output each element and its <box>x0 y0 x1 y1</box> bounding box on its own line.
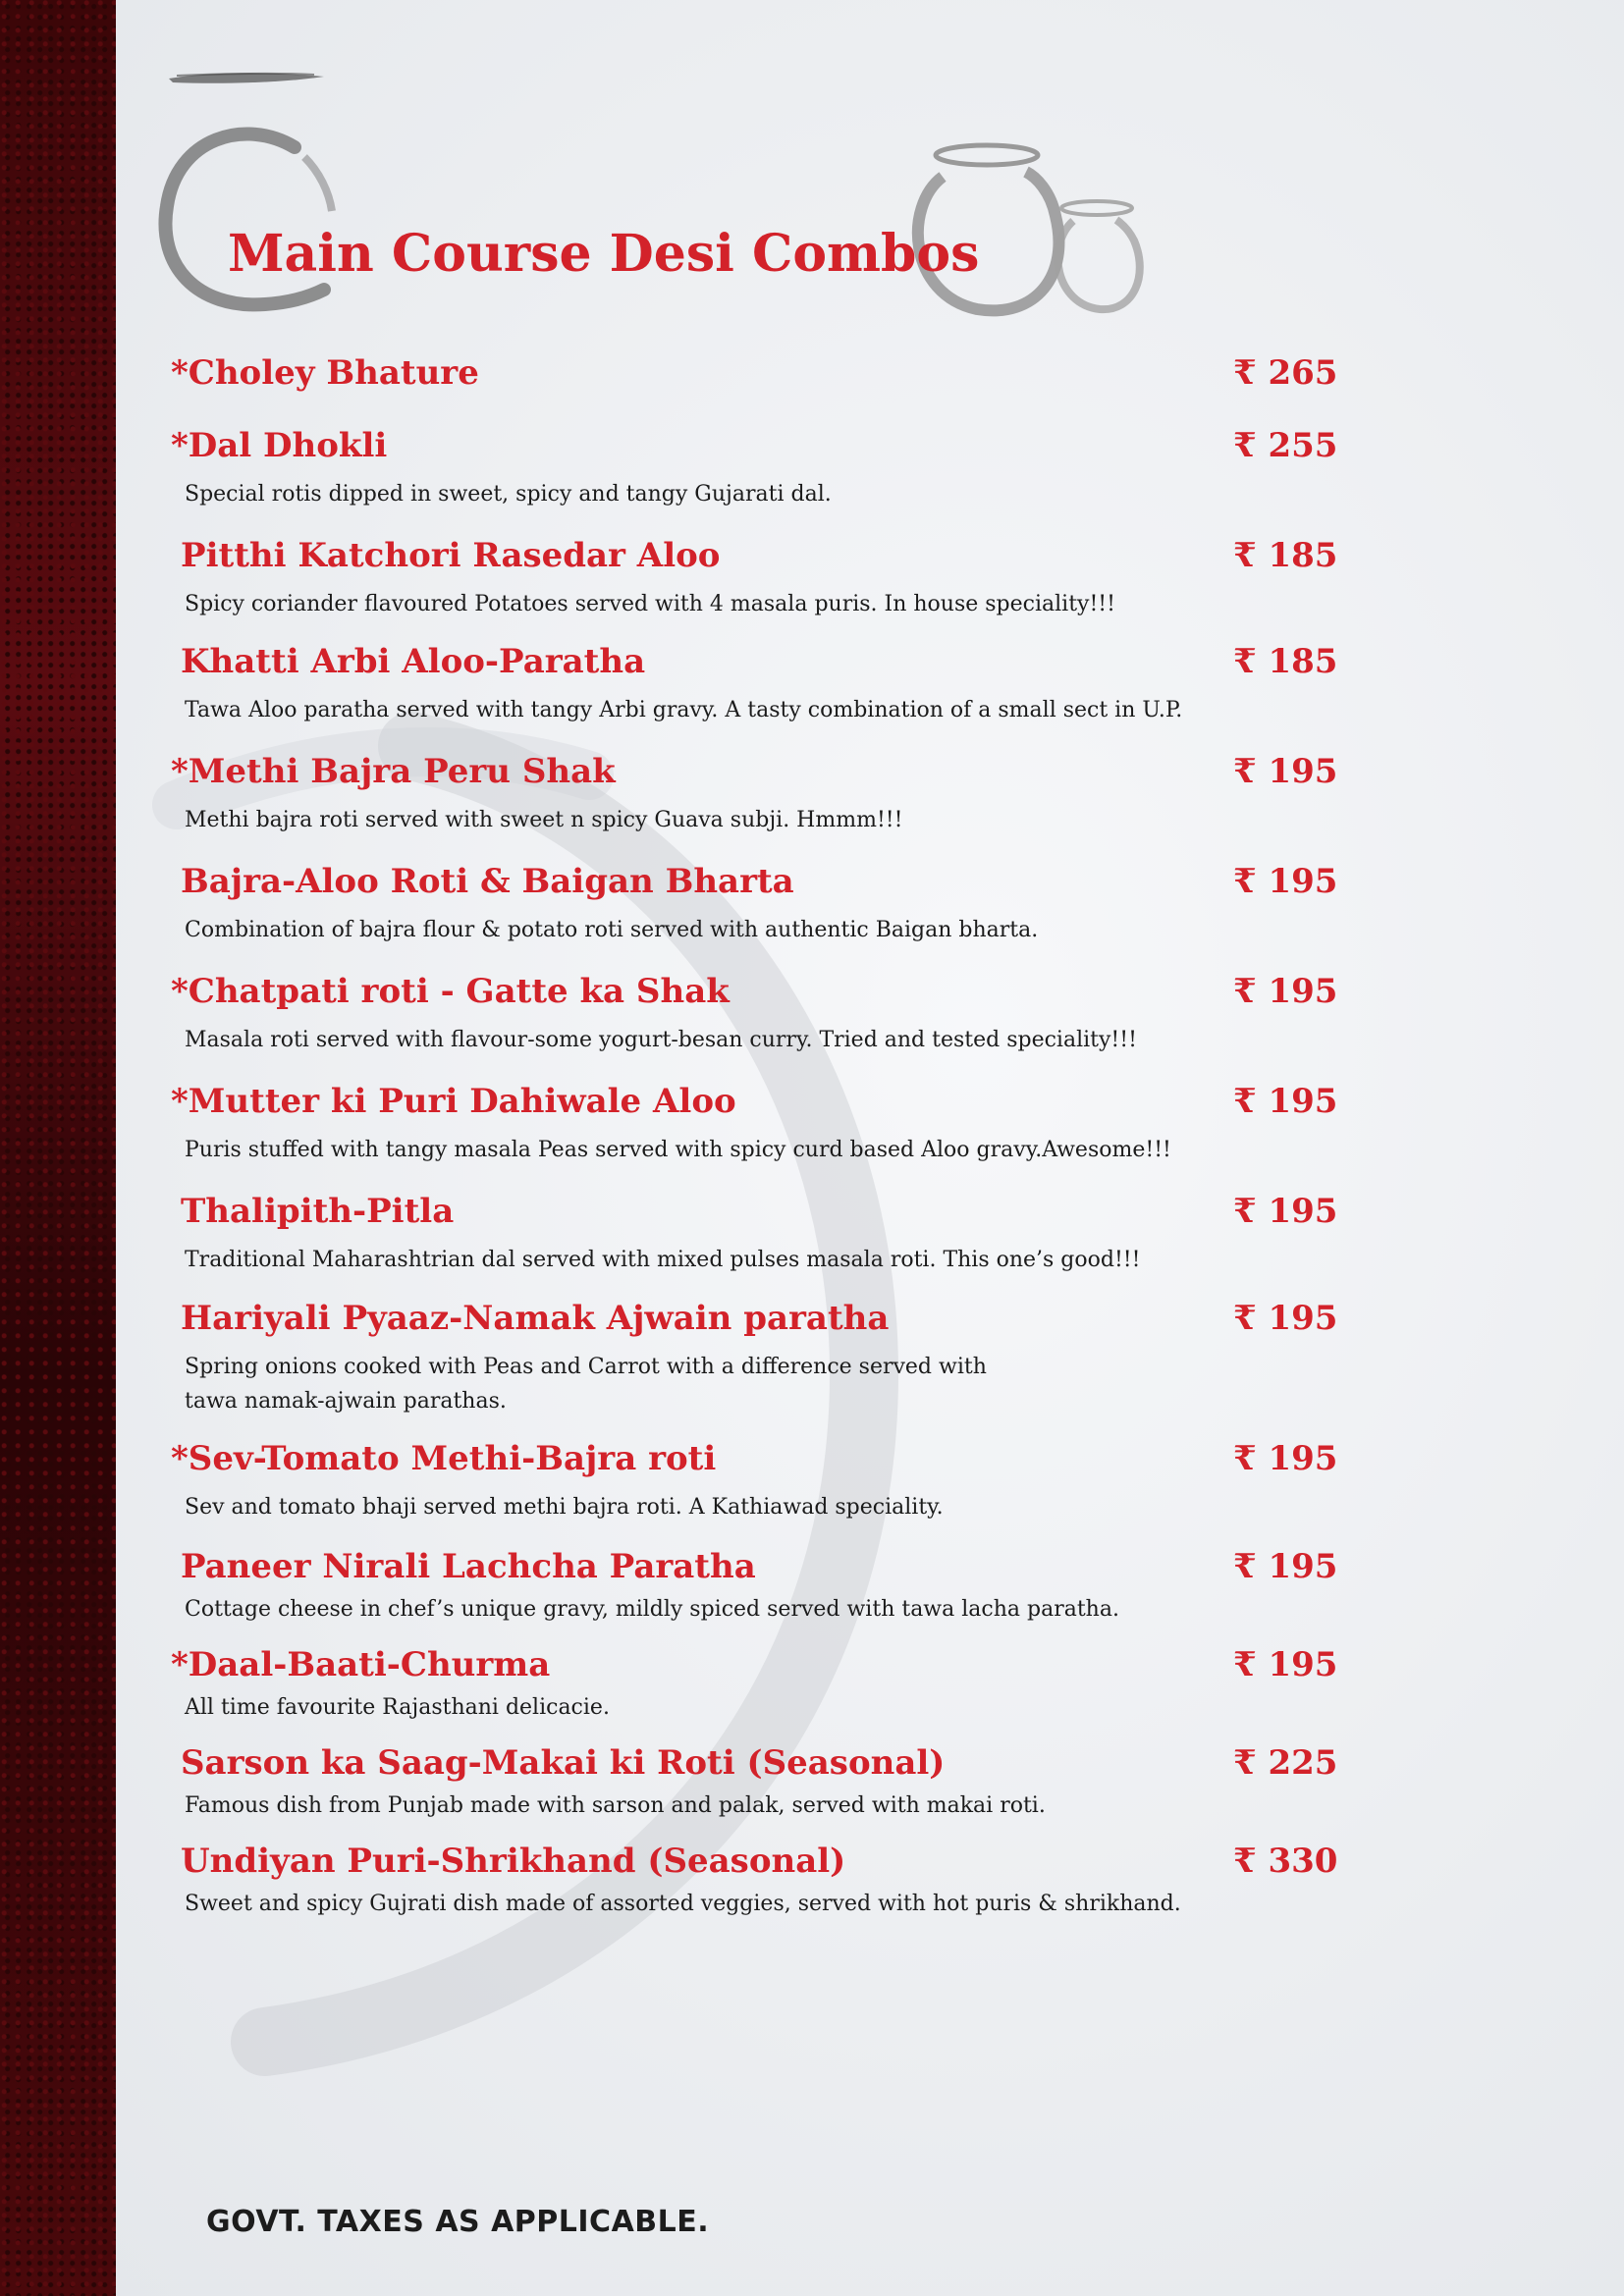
item-name: Paneer Nirali Lachcha Paratha <box>181 1547 756 1586</box>
item-description: Masala roti served with flavour-some yogurt-besan curry. Tried and tested speciality!!! <box>185 1028 1137 1052</box>
item-price: ₹ 185 <box>1233 536 1338 575</box>
enso-circle-decoration <box>147 118 363 324</box>
item-name: *Daal-Baati-Churma <box>171 1645 551 1684</box>
item-name: Pitthi Katchori Rasedar Aloo <box>181 536 721 575</box>
item-price: ₹ 195 <box>1233 972 1338 1011</box>
item-name: Sarson ka Saag-Makai ki Roti (Seasonal) <box>181 1743 946 1783</box>
item-price: ₹ 265 <box>1233 353 1338 393</box>
item-name: Bajra-Aloo Roti & Baigan Bharta <box>181 862 794 901</box>
item-description: Sweet and spicy Gujrati dish made of assorted veggies, served with hot puris & shrikhand. <box>185 1892 1181 1916</box>
item-description: Sev and tomato bhaji served methi bajra roti. A Kathiawad speciality. <box>185 1495 944 1520</box>
item-price: ₹ 195 <box>1233 1299 1338 1338</box>
item-name: Khatti Arbi Aloo-Paratha <box>181 642 646 681</box>
item-name: *Methi Bajra Peru Shak <box>171 752 616 791</box>
item-price: ₹ 195 <box>1233 862 1338 901</box>
item-name: *Choley Bhature <box>171 353 479 393</box>
item-description: Tawa Aloo paratha served with tangy Arbi gravy. A tasty combination of a small sect in U.P. <box>185 698 1183 722</box>
item-name: Hariyali Pyaaz-Namak Ajwain paratha <box>181 1299 890 1338</box>
item-price: ₹ 195 <box>1233 1547 1338 1586</box>
item-price: ₹ 225 <box>1233 1743 1338 1783</box>
item-name: *Dal Dhokli <box>171 426 388 465</box>
side-texture-band <box>0 0 116 2296</box>
item-name: Undiyan Puri-Shrikhand (Seasonal) <box>181 1842 846 1881</box>
item-description: Traditional Maharashtrian dal served with mixed pulses masala roti. This one’s good!!! <box>185 1248 1141 1272</box>
item-name: *Sev-Tomato Methi-Bajra roti <box>171 1439 717 1478</box>
item-price: ₹ 195 <box>1233 752 1338 791</box>
item-price: ₹ 195 <box>1233 1082 1338 1121</box>
item-description: Famous dish from Punjab made with sarson and palak, served with makai roti. <box>185 1793 1046 1818</box>
item-price: ₹ 195 <box>1233 1439 1338 1478</box>
item-name: *Chatpati roti - Gatte ka Shak <box>171 972 730 1011</box>
item-name: Thalipith-Pitla <box>181 1192 455 1231</box>
item-description: Cottage cheese in chef’s unique gravy, mildly spiced served with tawa lacha paratha. <box>185 1597 1119 1622</box>
item-price: ₹ 255 <box>1233 426 1338 465</box>
tax-note: GOVT. TAXES AS APPLICABLE. <box>206 2205 710 2239</box>
item-price: ₹ 330 <box>1233 1842 1338 1881</box>
item-name: *Mutter ki Puri Dahiwale Aloo <box>171 1082 736 1121</box>
item-description: Spring onions cooked with Peas and Carrot with a difference served with tawa namak-ajwain parathas. <box>185 1355 987 1414</box>
item-price: ₹ 195 <box>1233 1645 1338 1684</box>
item-description: Spicy coriander flavoured Potatoes served with 4 masala puris. In house speciality!!! <box>185 592 1115 616</box>
brush-stroke-decoration <box>167 69 329 88</box>
item-description: Puris stuffed with tangy masala Peas served with spicy curd based Aloo gravy.Awesome!!! <box>185 1138 1171 1162</box>
item-description: Combination of bajra flour & potato roti served with authentic Baigan bharta. <box>185 918 1039 942</box>
item-price: ₹ 185 <box>1233 642 1338 681</box>
page-title: Main Course Desi Combos <box>228 224 980 284</box>
item-description: Special rotis dipped in sweet, spicy and tangy Gujarati dal. <box>185 482 832 507</box>
item-price: ₹ 195 <box>1233 1192 1338 1231</box>
item-description: Methi bajra roti served with sweet n spicy Guava subji. Hmmm!!! <box>185 808 903 832</box>
item-description: All time favourite Rajasthani delicacie. <box>185 1695 610 1720</box>
